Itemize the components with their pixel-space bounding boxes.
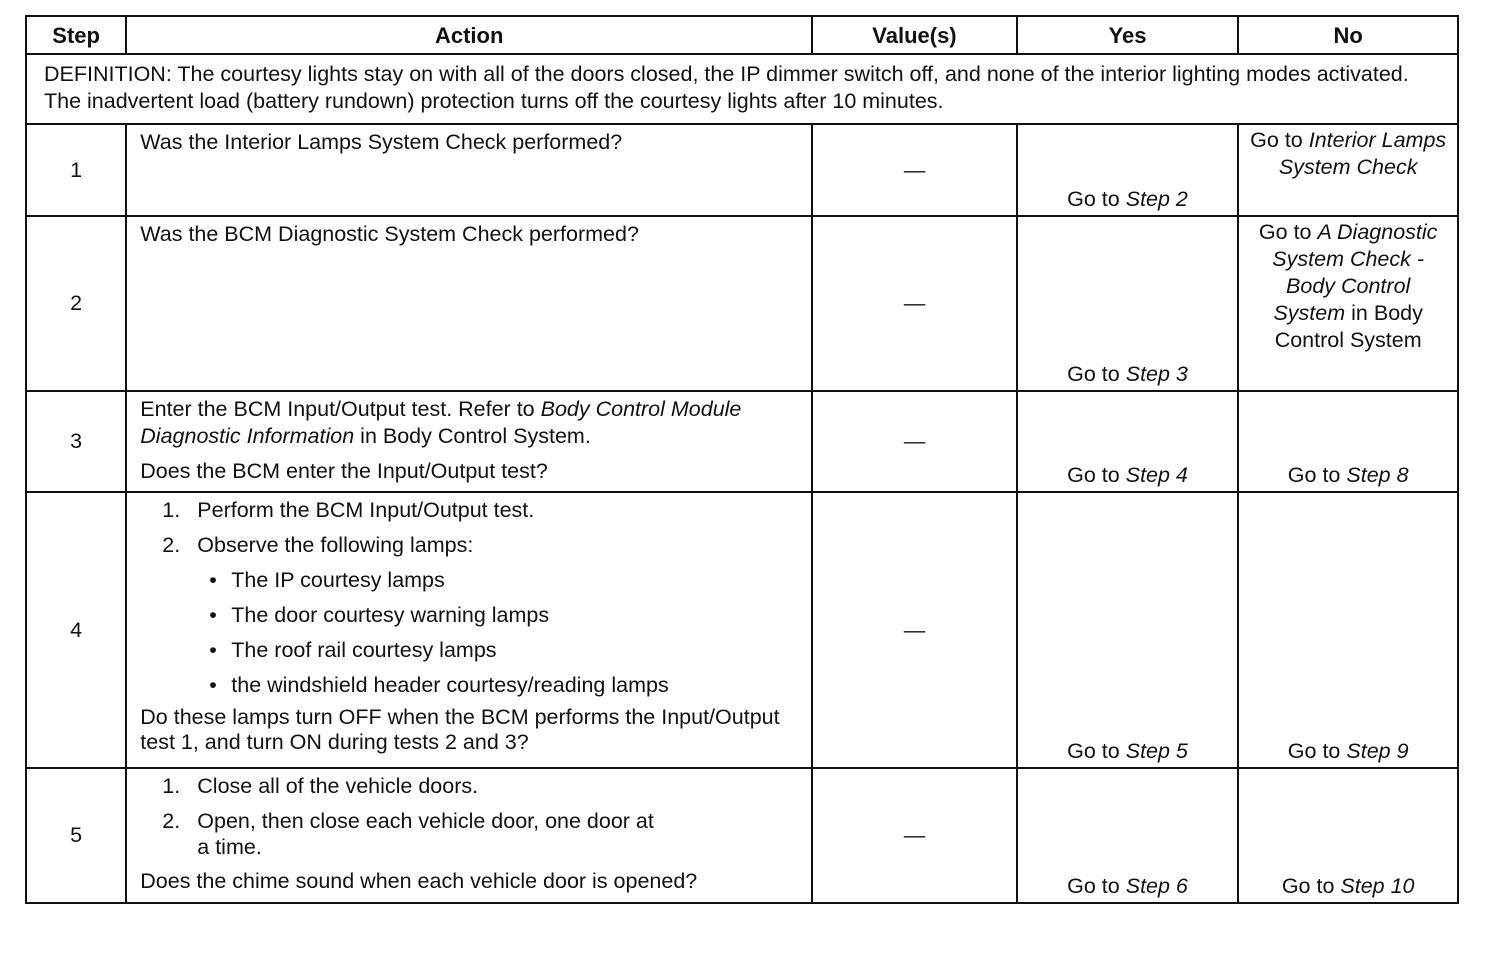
no-cell xyxy=(1238,492,1458,768)
numbered-item-text: Open, then close each vehicle door, one door at xyxy=(197,809,654,833)
yes-cell xyxy=(1017,492,1239,768)
diagnostic-table xyxy=(25,15,1459,904)
goto-label: Go to xyxy=(1067,463,1120,487)
question-text: Do these lamps turn OFF when the BCM performs the Input/Output test 1, and turn ON during tests 2 and 3? xyxy=(140,705,780,754)
no-target: A Diagnostic System Check - Body Control System xyxy=(1272,220,1438,325)
numbered-item-text: Observe the following lamps: xyxy=(197,533,474,557)
bullet-item: • The IP courtesy lamps xyxy=(209,568,445,592)
goto-label: Go to xyxy=(1250,128,1303,152)
header-step: Step xyxy=(26,16,126,54)
yes-target: Step 2 xyxy=(1125,187,1188,211)
action-cell xyxy=(126,391,812,492)
no-cell xyxy=(1238,768,1458,903)
action-cell xyxy=(126,768,812,903)
bullet-item-text: The IP courtesy lamps xyxy=(231,568,445,592)
bullet-item-text: the windshield header courtesy/reading lamps xyxy=(231,673,669,697)
question-text: Does the BCM enter the Input/Output test? xyxy=(140,459,548,483)
instruction-pre: Enter the BCM Input/Output test. Refer to xyxy=(140,397,535,421)
step-number: 4 xyxy=(26,492,126,768)
yes-cell xyxy=(1017,391,1239,492)
value-dash: — xyxy=(812,768,1017,903)
no-cell xyxy=(1238,216,1458,391)
question-text: Was the BCM Diagnostic System Check performed? xyxy=(140,222,639,246)
numbered-item: 1. Perform the BCM Input/Output test. xyxy=(162,498,535,522)
header-no: No xyxy=(1238,16,1458,54)
goto-label: Go to xyxy=(1287,739,1341,763)
no-cell xyxy=(1238,391,1458,492)
value-dash: — xyxy=(812,492,1017,768)
numbered-item: 2. Observe the following lamps: xyxy=(162,533,474,557)
table-row xyxy=(26,768,1458,903)
goto-label: Go to xyxy=(1067,362,1120,386)
header-yes: Yes xyxy=(1017,16,1239,54)
value-dash: — xyxy=(812,124,1017,216)
action-cell xyxy=(126,124,812,216)
table-row xyxy=(26,216,1458,391)
question-text: Was the Interior Lamps System Check performed? xyxy=(140,130,623,154)
table-row xyxy=(26,391,1458,492)
instruction-post: in Body Control System. xyxy=(360,424,591,448)
bullet-item: • the windshield header courtesy/reading lamps xyxy=(209,673,669,697)
no-suffix: in Body Control System xyxy=(1274,301,1423,352)
action-cell xyxy=(126,216,812,391)
goto-label: Go to xyxy=(1067,874,1120,898)
goto-label: Go to xyxy=(1067,739,1120,763)
no-cell xyxy=(1238,124,1458,216)
reference-link-text: Body Control Module Diagnostic Information xyxy=(140,397,742,448)
definition-row xyxy=(26,54,1458,124)
bullet-item-text: The door courtesy warning lamps xyxy=(231,603,550,627)
goto-label: Go to xyxy=(1258,220,1312,244)
numbered-item-continuation: a time. xyxy=(197,835,262,859)
step-number: 1 xyxy=(26,124,126,216)
yes-target: Step 6 xyxy=(1125,874,1188,898)
step-number: 3 xyxy=(26,391,126,492)
goto-label: Go to xyxy=(1281,874,1335,898)
bullet-item-text: The roof rail courtesy lamps xyxy=(231,638,497,662)
table-row xyxy=(26,492,1458,768)
numbered-item: 1. Close all of the vehicle doors. xyxy=(162,774,479,798)
yes-target: Step 5 xyxy=(1125,739,1188,763)
action-cell xyxy=(126,492,812,768)
no-target: Interior Lamps System Check xyxy=(1278,128,1447,179)
definition-text: DEFINITION: The courtesy lights stay on with all of the doors closed, the IP dimmer switch off, and none of the interior lighting modes activated. The inadvertent load (battery rundown) protection turns off the courtesy lights after 10 minutes. xyxy=(26,54,1458,124)
instruction-text xyxy=(140,396,799,450)
table-row xyxy=(26,124,1458,216)
step-number: 5 xyxy=(26,768,126,903)
no-target: Step 8 xyxy=(1346,463,1409,487)
goto-label: Go to xyxy=(1287,463,1341,487)
numbered-item-text: Perform the BCM Input/Output test. xyxy=(197,498,535,522)
yes-target: Step 4 xyxy=(1125,463,1188,487)
bullet-item: • The door courtesy warning lamps xyxy=(209,603,550,627)
header-action: Action xyxy=(126,16,812,54)
question-text: Does the chime sound when each vehicle door is opened? xyxy=(140,869,698,893)
goto-label: Go to xyxy=(1067,187,1120,211)
numbered-item-text: Close all of the vehicle doors. xyxy=(197,774,479,798)
yes-cell xyxy=(1017,216,1239,391)
bullet-item: • The roof rail courtesy lamps xyxy=(209,638,497,662)
yes-cell xyxy=(1017,124,1239,216)
no-target: Step 9 xyxy=(1346,739,1409,763)
header-values: Value(s) xyxy=(812,16,1017,54)
header-row xyxy=(26,16,1458,54)
no-target: Step 10 xyxy=(1340,874,1415,898)
numbered-item: 2. Open, then close each vehicle door, one door at a time. xyxy=(140,808,799,860)
yes-target: Step 3 xyxy=(1125,362,1188,386)
step-number: 2 xyxy=(26,216,126,391)
value-dash: — xyxy=(812,216,1017,391)
yes-cell xyxy=(1017,768,1239,903)
value-dash: — xyxy=(812,391,1017,492)
